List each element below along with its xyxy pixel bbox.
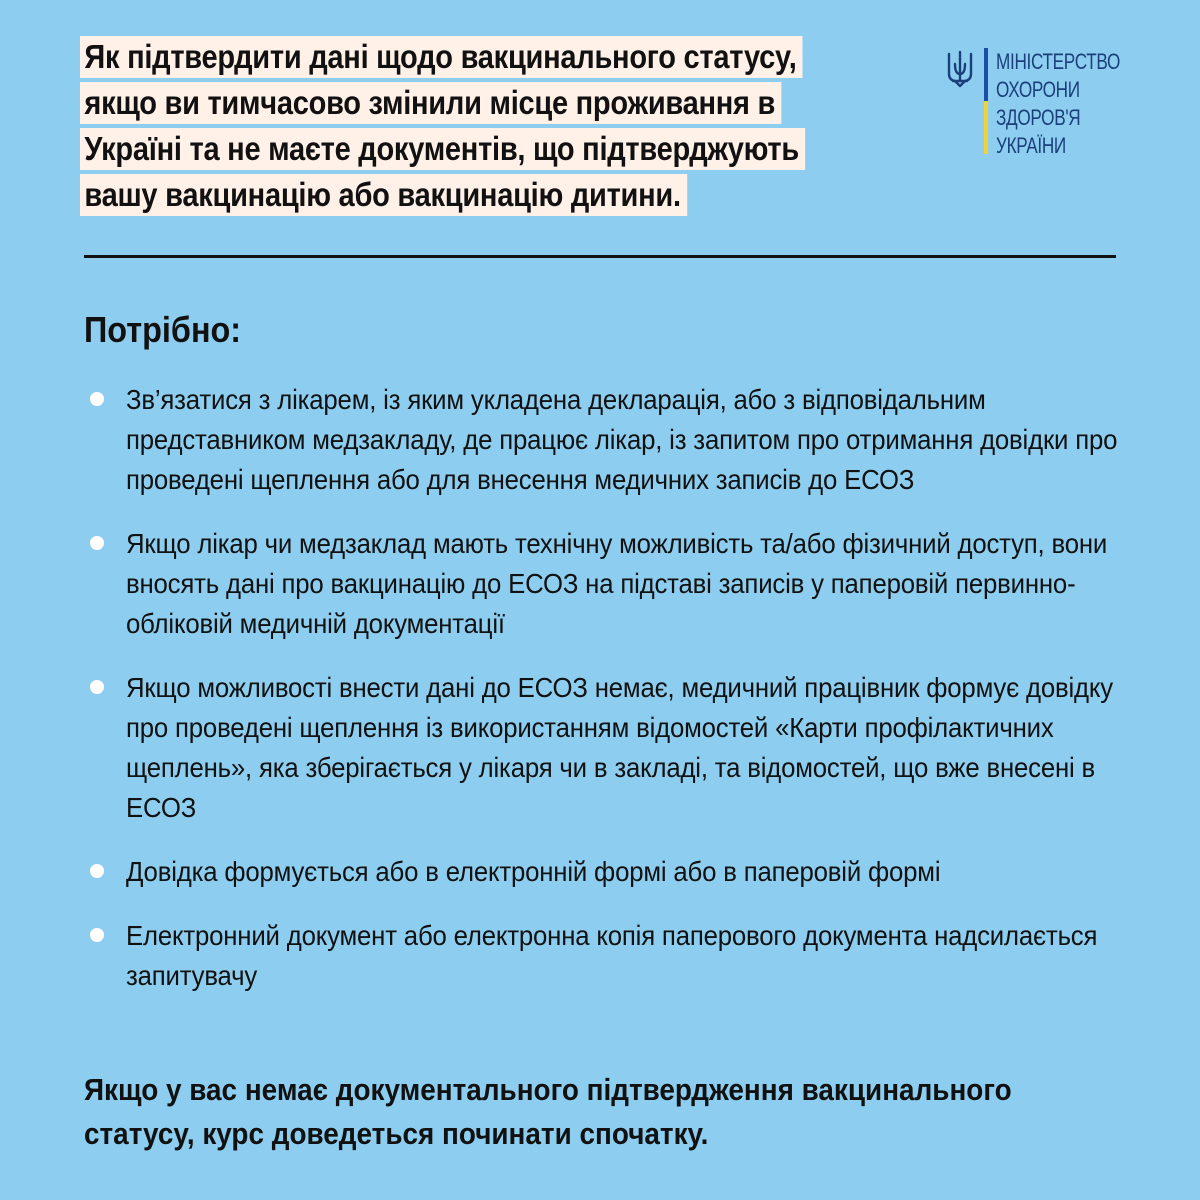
list-item-text: Якщо лікар чи медзаклад мають технічну можливість та/або фізичний доступ, вони вносять дані про вакцинацію до ЕСОЗ на підставі записів у паперовій первинно-обліковій медичній документації [126, 528, 1108, 639]
ministry-name [996, 48, 1120, 160]
list-item [84, 668, 1124, 828]
bullet-list [84, 380, 1124, 1020]
list-item-text: Довідка формується або в електронній формі або в паперовій формі [126, 856, 941, 887]
ministry-name-line: УКРАЇНИ [996, 133, 1066, 158]
list-item-text: Зв’язатися з лікарем, із яким укладена декларація, або з відповідальним представником медзакладу, де працює лікар, із запитом про отримання довідки про проведені щеплення або для внесення медичних записів до ЕСОЗ [126, 384, 1118, 495]
list-item [84, 380, 1124, 500]
list-item [84, 524, 1124, 644]
bullet-icon [90, 864, 104, 878]
list-item-text: Якщо можливості внести дані до ЕСОЗ немає, медичний працівник формує довідку про проведені щеплення із використанням відомостей «Карти профілактичних щеплень», яка зберігається у лікаря чи в закладі, та відомостей, що вже внесені в ЕСОЗ [126, 672, 1113, 823]
page-title [80, 36, 900, 220]
section-title: Потрібно: [84, 309, 242, 350]
footer-note: Якщо у вас немає документального підтвердження вакцинального статусу, курс доведеться починати спочатку. [84, 1072, 1012, 1151]
ministry-name-line: ЗДОРОВ'Я [996, 105, 1081, 130]
ministry-name-line: ОХОРОНИ [996, 77, 1080, 102]
title-line: вашу вакцинацію або вакцинацію дитини. [80, 174, 687, 216]
title-line: якщо ви тимчасово змінили місце проживання в [80, 82, 781, 124]
logo-divider [984, 48, 988, 154]
list-item [84, 916, 1124, 996]
bullet-icon [90, 928, 104, 942]
trident-icon [946, 50, 974, 90]
list-item [84, 852, 1124, 892]
title-line: Україні та не маєте документів, що підтверджують [80, 128, 805, 170]
bullet-icon [90, 536, 104, 550]
list-item-text: Електронний документ або електронна копія паперового документа надсилається запитувачу [126, 920, 1098, 991]
bullet-icon [90, 680, 104, 694]
bullet-icon [90, 392, 104, 406]
ministry-name-line: МІНІСТЕРСТВО [996, 49, 1121, 74]
title-line: Як підтвердити дані щодо вакцинального статусу, [80, 36, 803, 78]
divider [84, 255, 1116, 258]
